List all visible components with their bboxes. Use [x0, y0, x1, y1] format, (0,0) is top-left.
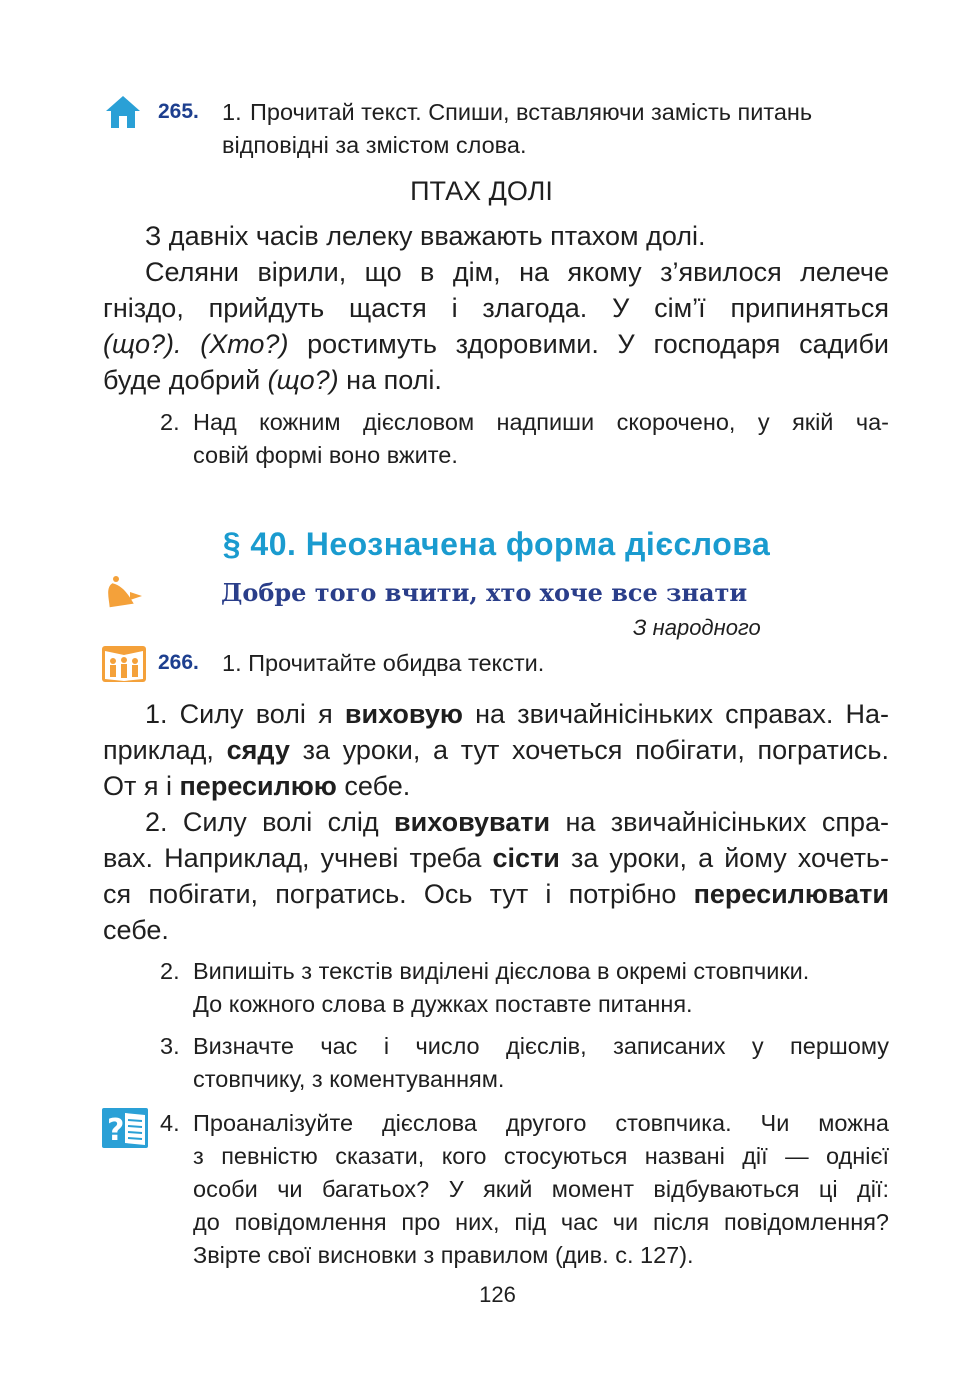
instruction-text: Проаналізуйте дієслова другого стовпчика. Чи можна з певністю сказати, кого стосуються названі дії — однієї особи чи багатьох? У який момент відбуваються ці дії: до повідомлення про них, під час чи після повідомлення? Звірте свої висновки з правилом (див. с. 127). [193, 1110, 889, 1268]
paragraph-line: гніздо, прийдуть щастя і злагода. У сім’ї припиняться [103, 293, 889, 323]
instruction-text: Випишіть з текстів виділені дієслова в окремі стовпчики. До кожного слова в дужках поставте питання. [193, 958, 810, 1017]
paragraph-line: вах. Наприклад, учневі треба сісти за уроки, а йому хочеть- [103, 843, 889, 873]
task-number: 266. [158, 651, 199, 674]
highlighted-verb: пересилювати [693, 879, 889, 909]
highlighted-verb: виховую [344, 699, 463, 729]
instruction-text: Визначте час і число дієслів, записаних у першому стовпчику, з коментуванням. [193, 1033, 889, 1092]
question-gap: (що?). (Хто?) [103, 329, 289, 359]
instruction-text: Прочитай текст. Спиши, вставляючи замість питань [250, 99, 813, 125]
highlighted-verb: сяду [226, 735, 290, 765]
instruction-marker: 1. [222, 99, 242, 125]
instruction-marker: 3. [160, 1033, 180, 1059]
bell-icon [104, 574, 144, 612]
home-icon [104, 94, 142, 130]
paragraph-line: себе. [103, 915, 169, 945]
paragraph [103, 254, 889, 398]
task-number: 265. [158, 100, 199, 123]
question-gap: (що?) [267, 365, 339, 395]
svg-text:?: ? [107, 1113, 125, 1148]
section-title: § 40. Неозначена форма дієслова [222, 526, 771, 562]
instruction-text: Над кожним дієсловом надпиши скорочено, у якій ча- совій формі воно вжите. [193, 409, 889, 468]
page-number: 126 [479, 1282, 516, 1307]
paragraph [103, 804, 889, 948]
instruction-marker: 2. [160, 409, 180, 435]
group-reading-icon [101, 645, 147, 683]
highlighted-verb: сісти [492, 843, 560, 873]
highlighted-verb: виховувати [394, 807, 551, 837]
text-title: ПТАХ ДОЛІ [410, 176, 553, 206]
instruction-marker: 4. [160, 1110, 180, 1136]
paragraph-line: буде добрий (що?) на полі. [103, 365, 442, 395]
paragraph-line: приклад, сяду за уроки, а тут хочеться побігати, погратись. [103, 735, 889, 765]
paragraph-line: Селяни вірили, що в дім, на якому з’явилося лелече [145, 257, 889, 287]
question-book-icon [101, 1107, 149, 1149]
highlighted-verb: пересилюю [179, 771, 337, 801]
proverb: Добре того вчити, хто хоче все знати [221, 578, 748, 607]
paragraph-line: От я і пересилюю себе. [103, 771, 411, 801]
paragraph: З давніх часів лелеку вважають птахом долі. [145, 221, 706, 251]
paragraph-line: ся побігати, погратись. Ось тут і потрібно пересилювати [103, 879, 889, 909]
instruction-marker: 2. [160, 958, 180, 984]
paragraph-line: 2. Силу волі слід виховувати на звичайнісіньких спра- [145, 807, 889, 837]
paragraph [103, 696, 889, 804]
task-instruction: 1. Прочитайте обидва тексти. [222, 650, 545, 676]
proverb-source: З народного [633, 615, 761, 640]
instruction-text: відповідні за змістом слова. [222, 132, 527, 158]
paragraph-line: (що?). (Хто?) ростимуть здоровими. У господаря садиби [103, 329, 889, 359]
paragraph-line: 1. Силу волі я виховую на звичайнісіньких справах. На- [145, 699, 889, 729]
